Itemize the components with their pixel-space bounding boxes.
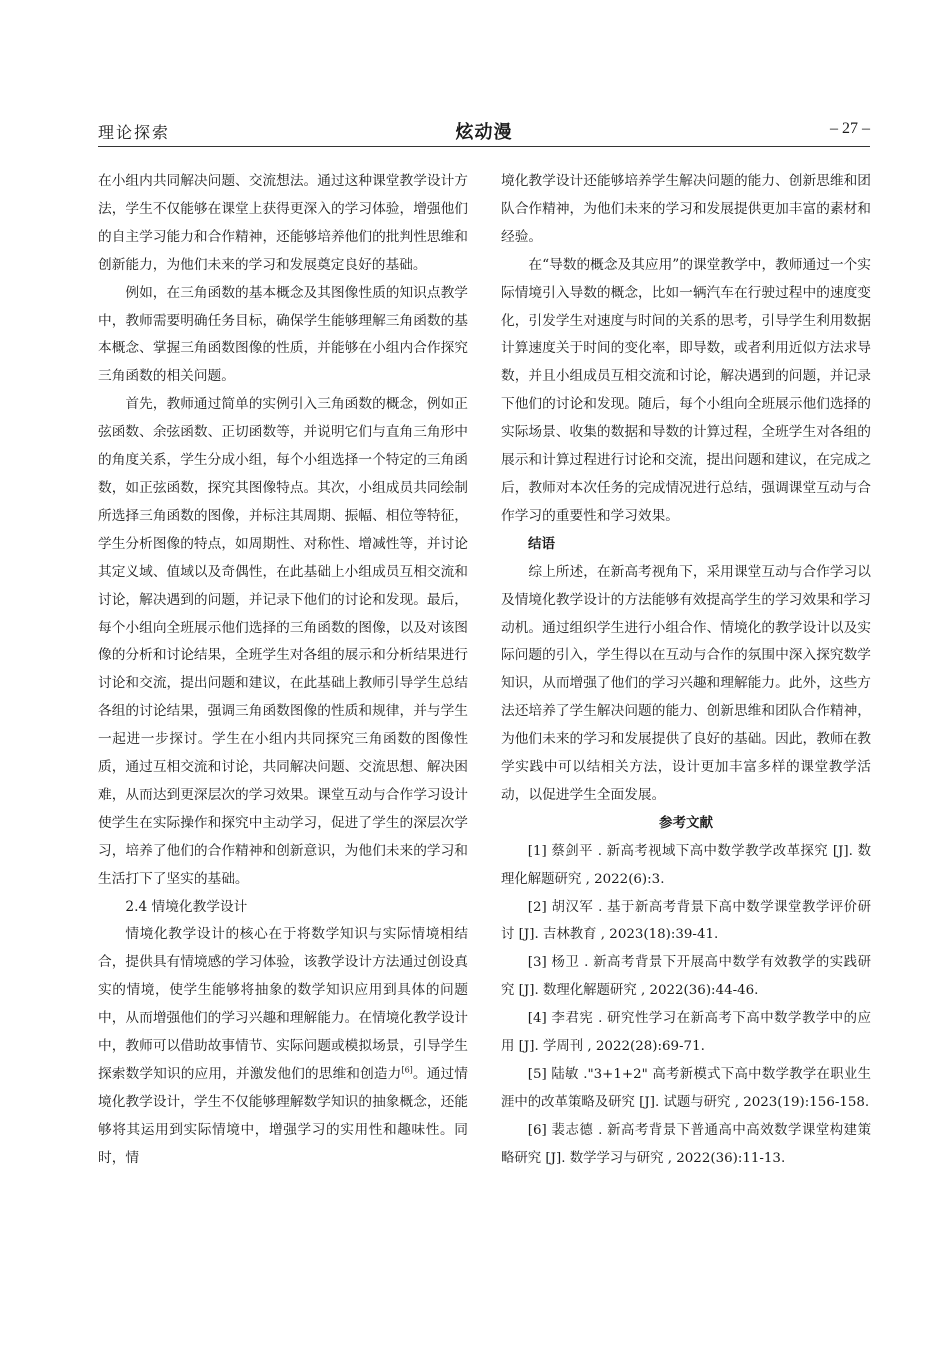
paragraph-derivative: 在“导数的概念及其应用”的课堂教学中，教师通过一个实际情境引入导数的概念，比如一辆汽车在行驶过程中的速度变化，引发学生对速度与时间的关系的思考，引导学生利用数据计算速度关于时间的变化率，即导数，或者利用近似方法求导数，并且小组成员互相交流和讨论，解决遇到的问题，并记录下他们的讨论和发现。随后，每个小组向全班展示他们选择的实际场景、收集的数据和导数的计算过程，全班学生对各组的展示和计算过程进行讨论和交流，提出问题和建议，在完成之后，教师对本次任务的完成情况进行总结，强调课堂互动与合作学习的重要性和学习效果。 [501,256,871,524]
paragraph-continued: 在小组内共同解决问题、交流想法。通过这种课堂教学设计方法，学生不仅能够在课堂上获得更深入的学习体验，增强他们的自主学习能力和合作精神，还能够培养他们的批判性思维和创新能力，为他们未来的学习和发展奠定良好的基础。 [98,173,468,273]
paragraph-situational-text-b: 。通过情境化教学设计，学生不仅能够理解数学知识的抽象概念，还能够将其运用到实际情境中，增强学习的实用性和趣味性。同时，情 [98,1066,468,1166]
references-heading: 参考文献 [659,814,713,831]
conclusion-heading: 结语 [528,535,555,552]
reference-item: [6] 裴志德 . 新高考背景下普通高中高效数学课堂构建策略研究 [J]. 数学学习与研究 , 2022(36):11-13. [501,1122,871,1166]
paragraph-conclusion: 综上所述，在新高考视角下，采用课堂互动与合作学习以及情境化教学设计的方法能够有效提高学生的学习效果和学习动机。通过组织学生进行小组合作、情境化的教学设计以及实际问题的引入，学生得以在互动与合作的氛围中深入探究数学知识，从而增强了他们的学习兴趣和理解能力。此外，这些方法还培养了学生解决问题的能力、创新思维和团队合作精神，为他们未来的学习和发展提供了良好的基础。因此，教师在教学实践中可以结相关方法，设计更加丰富多样的课堂教学活动，以促进学生全面发展。 [501,563,871,803]
reference-item: [4] 李君宪 . 研究性学习在新高考下高中数学教学中的应用 [J]. 学周刊 , 2022(28):69-71. [501,1011,871,1055]
paragraph-example: 例如，在三角函数的基本概念及其图像性质的知识点教学中，教师需要明确任务目标，确保学生能够理解三角函数的基本概念、掌握三角函数图像的性质，并能够在小组内合作探究三角函数的相关问题。 [98,284,468,385]
reference-item: [5] 陆敏 ."3+1+2" 高考新模式下高中数学教学在职业生涯中的改革策略及研究 [J]. 试题与研究 , 2023(19):156-158. [501,1067,871,1110]
page-number: – 27 – [830,120,870,137]
right-column [501,168,871,1173]
header-rule [98,146,870,147]
section-subheading: 2.4 情境化教学设计 [125,898,248,915]
journal-title: 炫动漫 [455,122,513,143]
page-header [98,118,870,148]
paragraph-situational [98,921,468,1172]
paragraph-situational-text-a: 情境化教学设计的核心在于将数学知识与实际情境相结合，提供具有情境感的学习体验，该教学设计方法通过创设真实的情境，使学生能够将抽象的数学知识应用到具体的问题中，从而增强他们的学习兴趣和理解能力。在情境化教学设计中，教师可以借助故事情节、实际问题或模拟场景，引导学生探索数学知识的应用，并激发他们的思维和创造力 [98,926,468,1082]
reference-item: [1] 蔡剑平 . 新高考视域下高中数学教学改革探究 [J]. 数理化解题研究 , 2022(6):3. [501,843,871,887]
citation-marker: [6] [401,1065,413,1075]
reference-item: [2] 胡汉军 . 基于新高考背景下高中数学课堂教学评价研讨 [J]. 吉林教育 , 2023(18):39-41. [501,899,871,943]
left-column [98,168,468,1173]
reference-item: [3] 杨卫 . 新高考背景下开展高中数学有效教学的实践研究 [J]. 数理化解题研究 , 2022(36):44-46. [501,955,871,999]
section-title: 理论探索 [98,123,171,142]
paragraph-procedure: 首先，教师通过简单的实例引入三角函数的概念，例如正弦函数、余弦函数、正切函数等，并说明它们与直角三角形中的角度关系，学生分成小组，每个小组选择一个特定的三角函数，如正弦函数，探究其图像特点。其次，小组成员共同绘制所选择三角函数的图像，并标注其周期、振幅、相位等特征，学生分析图像的特点，如周期性、对称性、增减性等，并讨论其定义域、值域以及奇偶性，在此基础上小组成员互相交流和讨论，解决遇到的问题，并记录下他们的讨论和发现。最后，每个小组向全班展示他们选择的三角函数的图像，以及对该图像的分析和讨论结果，全班学生对各组的展示和分析结果进行讨论和交流，提出问题和建议，在此基础上教师引导学生总结各组的讨论结果，强调三角函数图像的性质和规律，并与学生一起进一步探讨。学生在小组内共同探究三角函数的图像性质，通过互相交流和讨论，共同解决问题、交流思想、解决困难，从而达到更深层次的学习效果。课堂互动与合作学习设计使学生在实际操作和探究中主动学习，促进了学生的深层次学习，培养了他们的合作精神和创新意识，为他们未来的学习和生活打下了坚实的基础。 [98,396,468,887]
paragraph-continued-right: 境化教学设计还能够培养学生解决问题的能力、创新思维和团队合作精神，为他们未来的学习和发展提供更加丰富的素材和经验。 [501,173,871,245]
